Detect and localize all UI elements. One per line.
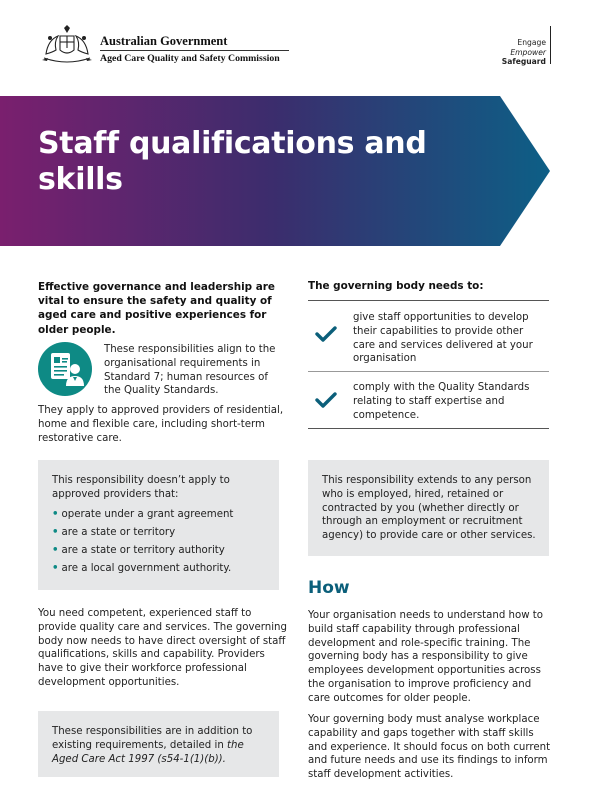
governing-body-heading: The governing body needs to: [308, 280, 484, 292]
table-top-rule [308, 300, 549, 301]
how-paragraph: Your governing body must analyse workplace capability and gaps together with staff skills and experience. It should focus on both current and future needs and use its findings to inform staff development activities. [308, 714, 551, 781]
tagline-engage: Engage [517, 38, 546, 47]
legislation-text: These responsibilities are in addition to existing requirements, detailed in the Aged Care Act 1997 (s54-1(1)(b)). [52, 726, 253, 765]
table-row-rule [308, 371, 549, 372]
how-heading: How [308, 578, 350, 598]
bullet-icon: • [52, 544, 59, 556]
title-banner [0, 96, 550, 246]
scope-text: This responsibility extends to any person who is employed, hired, retained or contracted by you (whether directly or through an employment or recruitment agency) to provide care or other services. [322, 475, 536, 542]
governing-body-item: give staff opportunities to develop their capabilities to provide other care and services delivered at your organisation [353, 312, 533, 365]
coat-of-arms-icon [38, 24, 96, 68]
header-divider [100, 50, 289, 51]
tagline-rule [550, 26, 551, 64]
legislation-box [38, 711, 279, 777]
lead-paragraph: Effective governance and leadership are vital to ensure the safety and quality of aged care and positive experiences for older people. [38, 281, 275, 336]
staff-document-icon [38, 342, 92, 396]
list-item: • are a local government authority. [52, 562, 232, 574]
list-item: • are a state or territory authority [52, 544, 225, 556]
exemptions-box [38, 460, 279, 590]
list-item: • are a state or territory [52, 526, 176, 538]
act-reference: the Aged Care Act 1997 (s54-1(1)(b)). [52, 739, 244, 765]
governing-body-item: comply with the Quality Standards relating to staff expertise and competence. [353, 382, 530, 421]
list-item: • operate under a grant agreement [52, 509, 234, 520]
table-bottom-rule [308, 428, 549, 429]
exemptions-list [52, 508, 267, 580]
scope-box [308, 460, 549, 556]
applies-to-text: They apply to approved providers of residential, home and flexible care, including short-term restorative care. [38, 405, 284, 444]
government-name: Australian Government [100, 34, 228, 48]
exemptions-intro: This responsibility doesn’t apply to approved providers that: [52, 475, 230, 500]
bullet-icon: • [52, 509, 59, 520]
standard-alignment-text: These responsibilities align to the organisational requirements in Standard 7; human resources of the Quality Standards. [104, 344, 276, 397]
how-paragraph: Your organisation needs to understand how to build staff capability through professional development and role-specific training. The governing body has a responsibility to give employees development opportunities across the organisation to improve proficiency and care outcomes for older people. [308, 610, 544, 704]
bullet-icon: • [52, 526, 59, 538]
competent-staff-text: You need competent, experienced staff to provide quality care and services. The governing body now needs to have direct oversight of staff qualifications, skills and capability. Providers have to give their workforce professional development opportunities. [38, 608, 287, 688]
commission-name: Aged Care Quality and Safety Commission [100, 53, 280, 64]
page-title: Staff qualifications and skills [38, 126, 427, 197]
tagline [502, 38, 546, 67]
tagline-safeguard: Safeguard [501, 57, 546, 67]
tagline-empower: Empower [510, 47, 546, 57]
bullet-icon: • [52, 562, 59, 574]
checkmark-icon [315, 325, 337, 343]
checkmark-icon [315, 391, 337, 409]
